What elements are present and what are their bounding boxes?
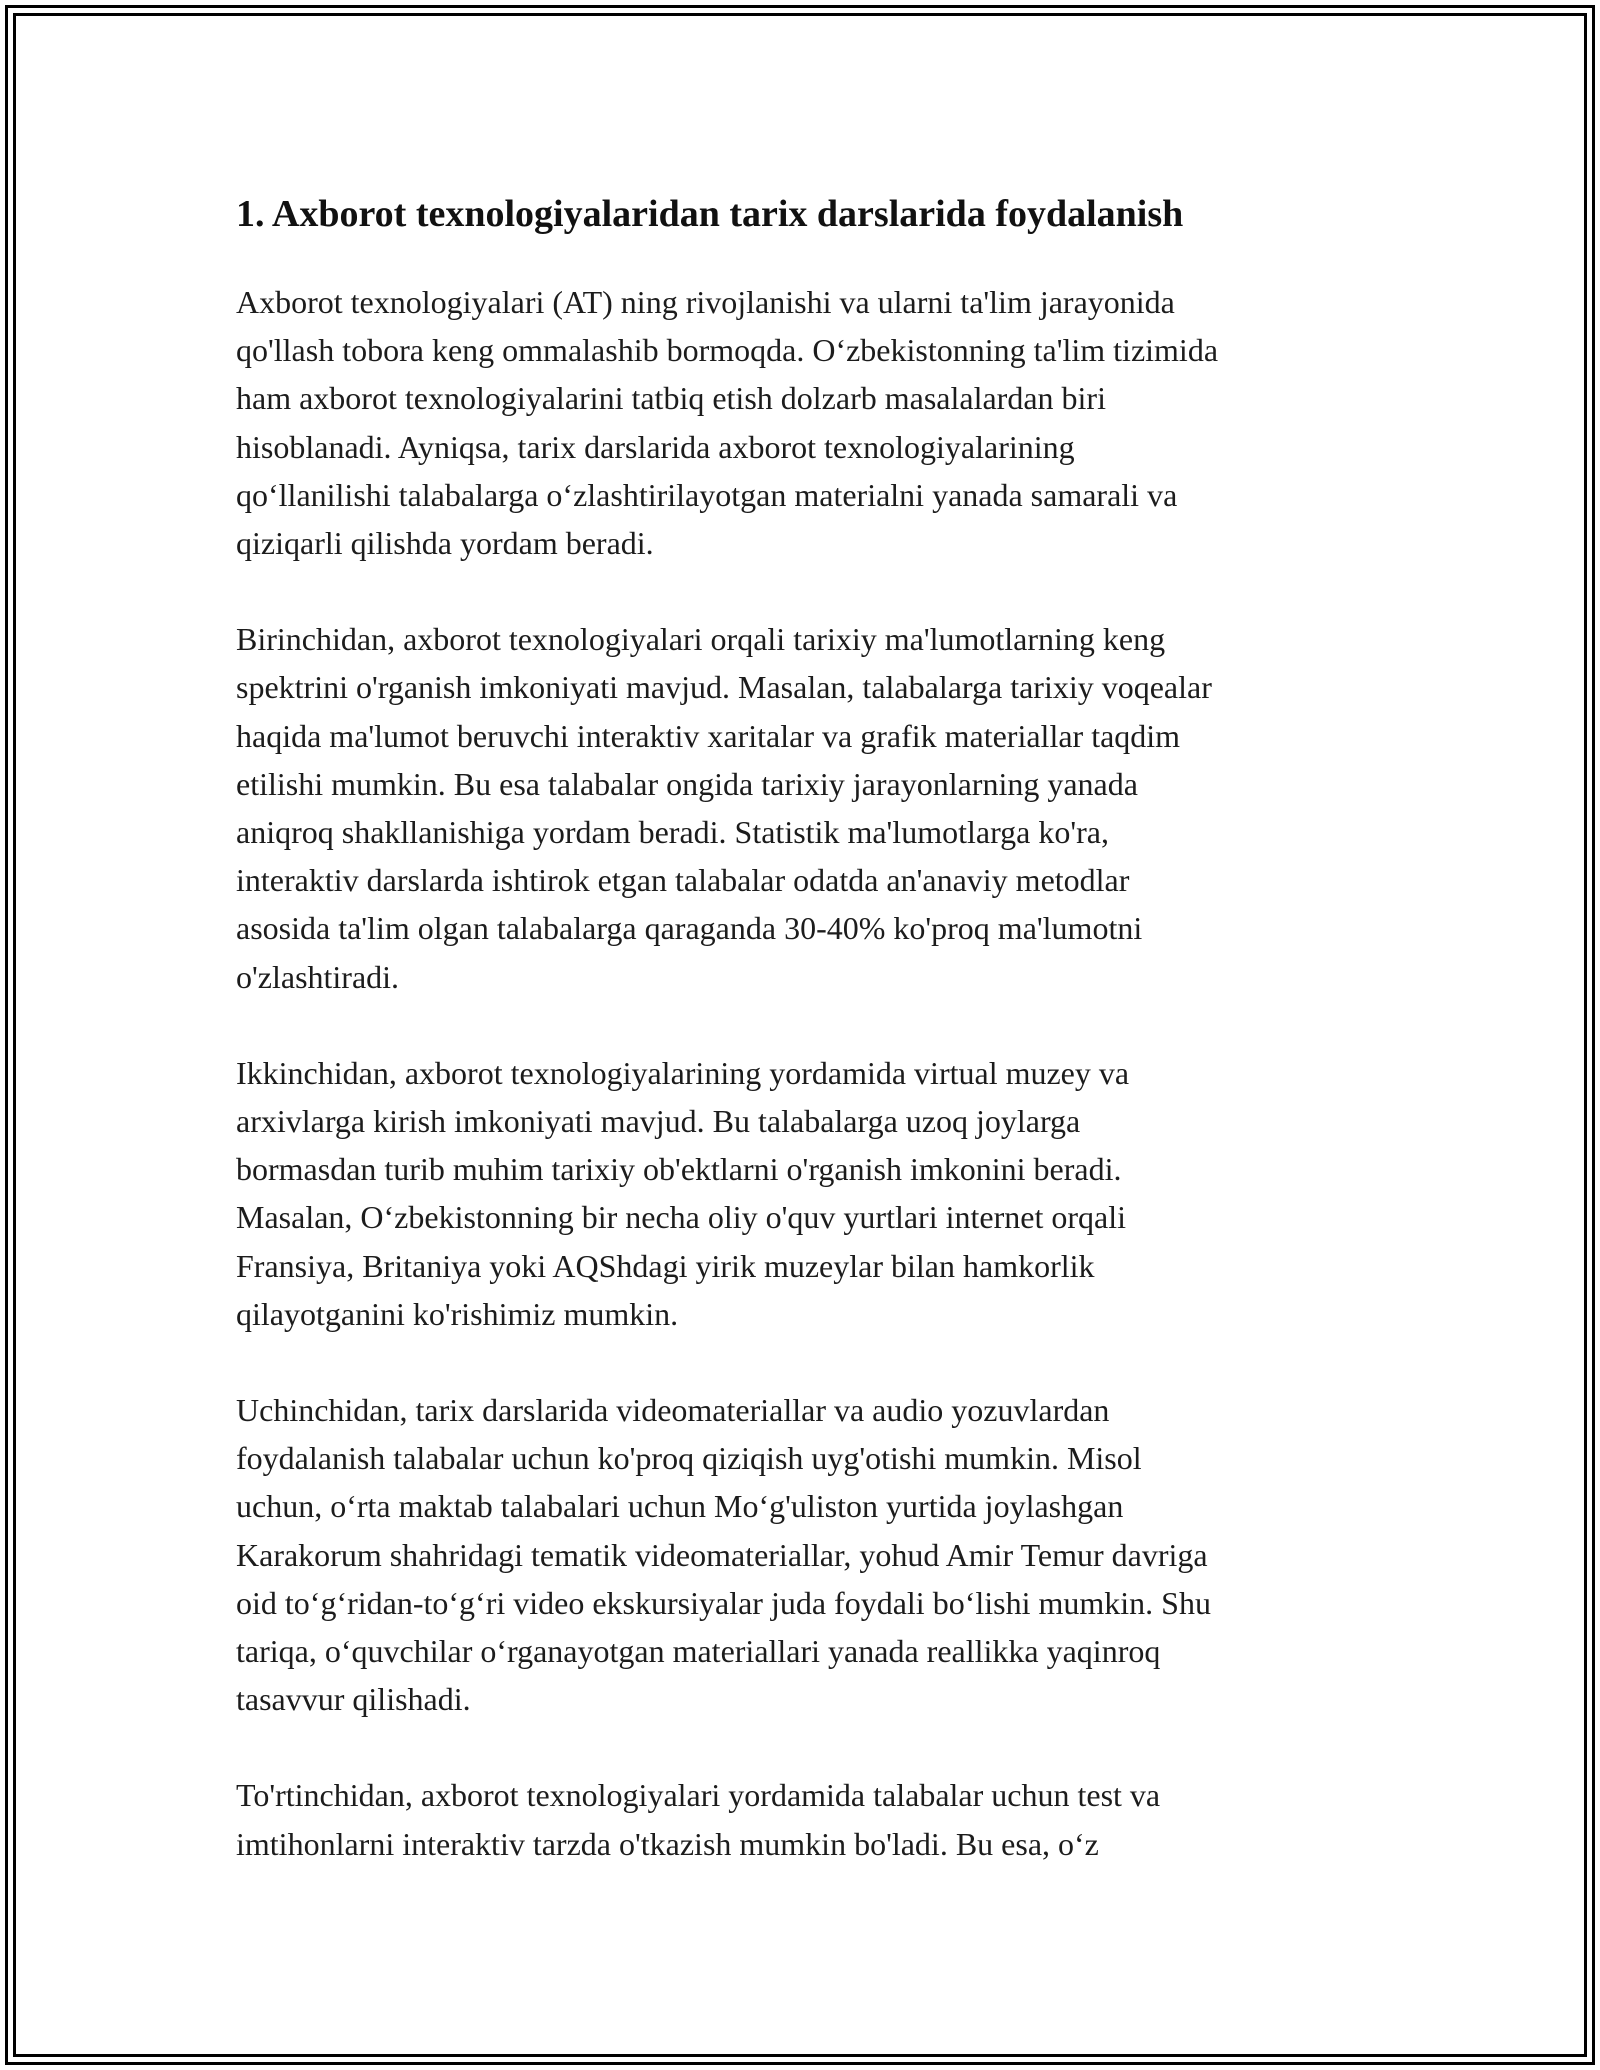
paragraph-first: Birinchidan, axborot texnologiyalari orqali tarixiy ma'lumotlarning keng spektrini o'rganish imkoniyati mavjud. Masalan, talabalarga tarixiy voqealar haqida ma'lumot beruvchi interaktiv xaritalar va grafik materiallar taqdim etilishi mumkin. Bu esa talabalar ongida tarixiy jarayonlarning yanada aniqroq shakllanishiga yordam beradi. Statistik ma'lumotlarga ko'ra, interaktiv darslarda ishtirok etgan talabalar odatda an'anaviy metodlar asosida ta'lim olgan talabalarga qaraganda 30-40% ko'proq ma'lumotni o'zlashtiradi. [236,621,1212,995]
document-body [236,186,1386,1916]
section-heading: 1. Axborot texnologiyalaridan tarix darslarida foydalanish [236,193,1184,235]
paragraph-second: Ikkinchidan, axborot texnologiyalarining yordamida virtual muzey va arxivlarga kirish imkoniyati mavjud. Bu talabalarga uzoq joylarga bormasdan turib muhim tarixiy ob'ektlarni o'rganish imkonini beradi. Masalan, Oʻzbekistonning bir necha oliy o'quv yurtlari internet orqali Fransiya, Britaniya yoki AQShdagi yirik muzeylar bilan hamkorlik qilayotganini ko'rishimiz mumkin. [236,1054,1130,1332]
paragraph-third: Uchinchidan, tarix darslarida videomateriallar va audio yozuvlardan foydalanish talabalar uchun ko'proq qiziqish uyg'otishi mumkin. Misol uchun, oʻrta maktab talabalari uchun Moʻg'uliston yurtida joylashgan Karakorum shahridagi tematik videomateriallar, yohud Amir Temur davriga oid toʻgʻridan-toʻgʻri video ekskursiyalar juda foydali boʻlishi mumkin. Shu tariqa, oʻquvchilar oʻrganayotgan materiallari yanada reallikka yaqinroq tasavvur qilishadi. [236,1392,1211,1718]
paragraph-intro: Axborot texnologiyalari (AT) ning rivojlanishi va ularni ta'lim jarayonida qo'llash tobora keng ommalashib bormoqda. Oʻzbekistonning ta'lim tizimida ham axborot texnologiyalarini tatbiq etish dolzarb masalalardan biri hisoblanadi. Ayniqsa, tarix darslarida axborot texnologiyalarining qoʻllanilishi talabalarga oʻzlashtirilayotgan materialni yanada samarali va qiziqarli qilishda yordam beradi. [236,284,1219,562]
paragraph-fourth: To'rtinchidan, axborot texnologiyalari yordamida talabalar uchun test va imtihonlarni interaktiv tarzda o'tkazish mumkin bo'ladi. Bu esa, oʻz [236,1777,1161,1862]
